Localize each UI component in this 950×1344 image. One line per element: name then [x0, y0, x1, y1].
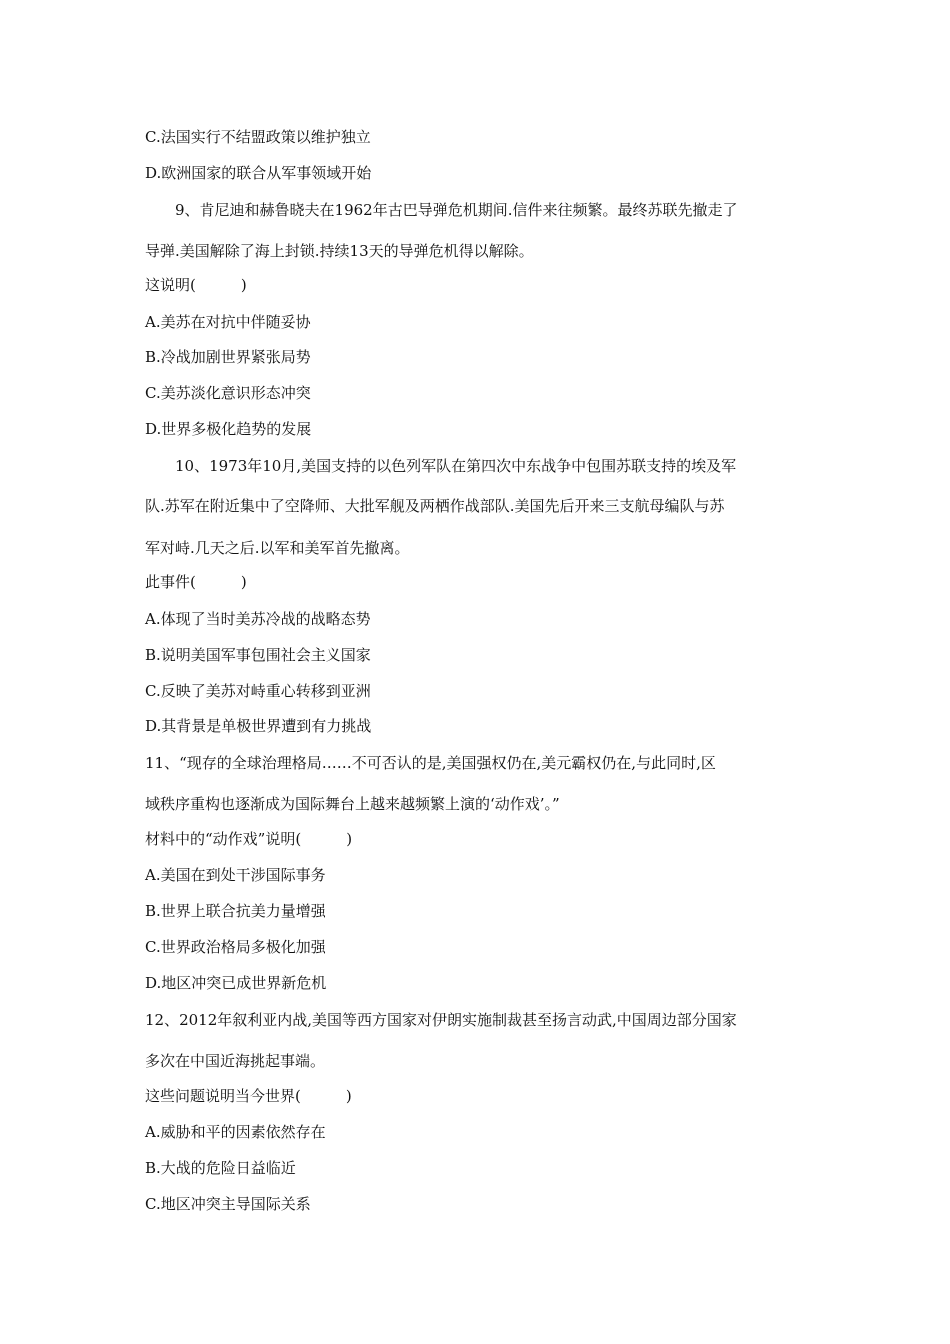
q11-stem-line-2: 域秩序重构也逐渐成为国际舞台上越来越频繁上演的‘动作戏’。”: [145, 795, 560, 813]
q12-stem-line-2: 多次在中国近海挑起事端。: [145, 1052, 326, 1070]
q8-option-c: C.法国实行不结盟政策以维护独立: [145, 128, 371, 146]
q10-stem-line-1: 10、1973年10月,美国支持的以色列军队在第四次中东战争中包围苏联支持的埃及军: [175, 457, 737, 475]
q11-question: 材料中的“动作戏”说明( ): [145, 830, 353, 848]
q12-option-c: C.地区冲突主导国际关系: [145, 1195, 311, 1213]
q12-option-b: B.大战的危险日益临近: [145, 1159, 296, 1177]
q9-option-b: B.冷战加剧世界紧张局势: [145, 348, 311, 366]
q11-option-b: B.世界上联合抗美力量增强: [145, 902, 326, 920]
q9-question: 这说明( ): [145, 276, 247, 294]
q10-option-d: D.其背景是单极世界遭到有力挑战: [145, 717, 372, 735]
q9-option-d: D.世界多极化趋势的发展: [145, 420, 312, 438]
q10-option-b: B.说明美国军事包围社会主义国家: [145, 646, 371, 664]
q9-option-c: C.美苏淡化意识形态冲突: [145, 384, 311, 402]
q12-option-a: A.威胁和平的因素依然存在: [145, 1123, 326, 1141]
q10-question: 此事件( ): [145, 573, 247, 591]
q10-option-c: C.反映了美苏对峙重心转移到亚洲: [145, 682, 371, 700]
q10-option-a: A.体现了当时美苏冷战的战略态势: [145, 610, 371, 628]
q10-stem-line-2: 队.苏军在附近集中了空降师、大批军舰及两栖作战部队.美国先后开来三支航母编队与苏: [145, 497, 725, 515]
q11-option-c: C.世界政治格局多极化加强: [145, 938, 326, 956]
q10-stem-line-3: 军对峙.几天之后.以军和美军首先撤离。: [145, 539, 410, 557]
q11-option-d: D.地区冲突已成世界新危机: [145, 974, 327, 992]
q11-option-a: A.美国在到处干涉国际事务: [145, 866, 326, 884]
q9-stem-line-1: 9、肯尼迪和赫鲁晓夫在1962年古巴导弹危机期间.信件来往频繁。最终苏联先撤走了: [175, 201, 738, 219]
q11-stem-line-1: 11、“现存的全球治理格局……不可否认的是,美国强权仍在,美元霸权仍在,与此同时,区: [145, 754, 716, 772]
q9-option-a: A.美苏在对抗中伴随妥协: [145, 313, 311, 331]
q8-option-d: D.欧洲国家的联合从军事领域开始: [145, 164, 372, 182]
q9-stem-line-2: 导弹.美国解除了海上封锁.持续13天的导弹危机得以解除。: [145, 242, 534, 260]
q12-question: 这些问题说明当今世界( ): [145, 1087, 352, 1105]
q12-stem-line-1: 12、2012年叙利亚内战,美国等西方国家对伊朗实施制裁甚至扬言动武,中国周边部分国家: [145, 1011, 737, 1029]
